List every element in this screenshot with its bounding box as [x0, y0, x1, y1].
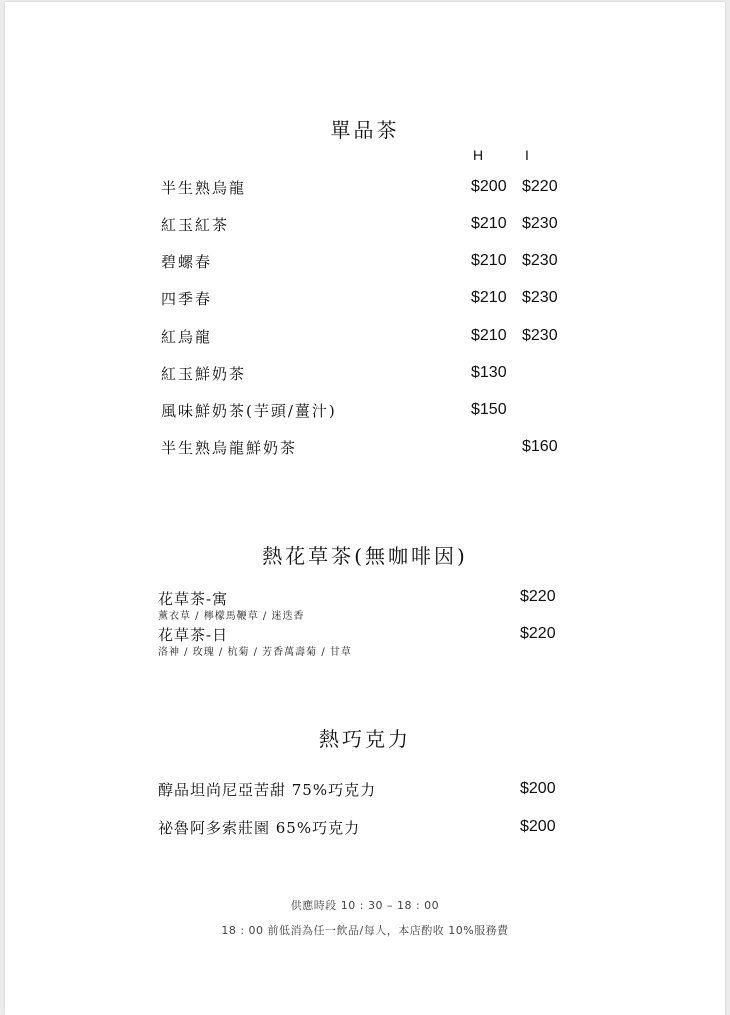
- single-tea-title: 單品茶: [330, 118, 400, 142]
- hot-chocolate-title: 熱巧克力: [319, 727, 411, 751]
- item-price: $220: [520, 588, 556, 605]
- item-name: 半生熟烏龍: [161, 179, 247, 197]
- hot-price: $210: [471, 215, 507, 232]
- hot-price: $210: [471, 289, 507, 306]
- iced-price: $230: [522, 289, 558, 306]
- herbal-tea-title: 熱花草茶(無咖啡因): [262, 544, 468, 568]
- hot-price: $150: [471, 401, 507, 418]
- hot-price: $130: [471, 364, 507, 381]
- item-name: 半生熟烏龍鮮奶茶: [161, 439, 298, 457]
- iced-price: $230: [522, 327, 558, 344]
- item-name: 碧螺春: [161, 253, 213, 271]
- item-name: 四季春: [161, 290, 213, 308]
- iced-price: $220: [522, 178, 558, 195]
- hot-price: $200: [471, 178, 507, 195]
- item-name: 紅玉鮮奶茶: [161, 365, 247, 383]
- item-name: 醇品坦尚尼亞苦甜 75%巧克力: [158, 781, 377, 799]
- iced-price: $230: [522, 252, 558, 269]
- item-price: $200: [520, 818, 556, 835]
- service-hours: 供應時段 10 : 30 – 18 : 00: [290, 899, 440, 912]
- item-price: $200: [520, 780, 556, 797]
- hot-price: $210: [471, 252, 507, 269]
- item-name: 紅玉紅茶: [161, 216, 230, 234]
- iced-column-header: I: [525, 147, 529, 163]
- item-name: 祕魯阿多索莊園 65%巧克力: [158, 819, 361, 837]
- iced-price: $160: [522, 438, 558, 455]
- hot-column-header: H: [473, 147, 484, 163]
- item-price: $220: [520, 625, 556, 642]
- item-name: 花草茶-寓: [158, 590, 229, 608]
- hot-price: $210: [471, 327, 507, 344]
- item-name: 紅烏龍: [161, 328, 213, 346]
- item-ingredients: 薰衣草 / 檸檬馬鞭草 / 迷迭香: [158, 611, 305, 622]
- menu-page: [5, 2, 725, 1015]
- item-name: 風味鮮奶茶(芋頭/薑汁): [161, 402, 337, 420]
- minimum-charge-note: 18 : 00 前低消為任一飲品/每人，本店酌收 10%服務費: [221, 924, 509, 937]
- item-name: 花草茶-日: [158, 626, 229, 644]
- item-ingredients: 洛神 / 玫瑰 / 杭菊 / 芳香萬壽菊 / 甘草: [158, 647, 352, 658]
- iced-price: $230: [522, 215, 558, 232]
